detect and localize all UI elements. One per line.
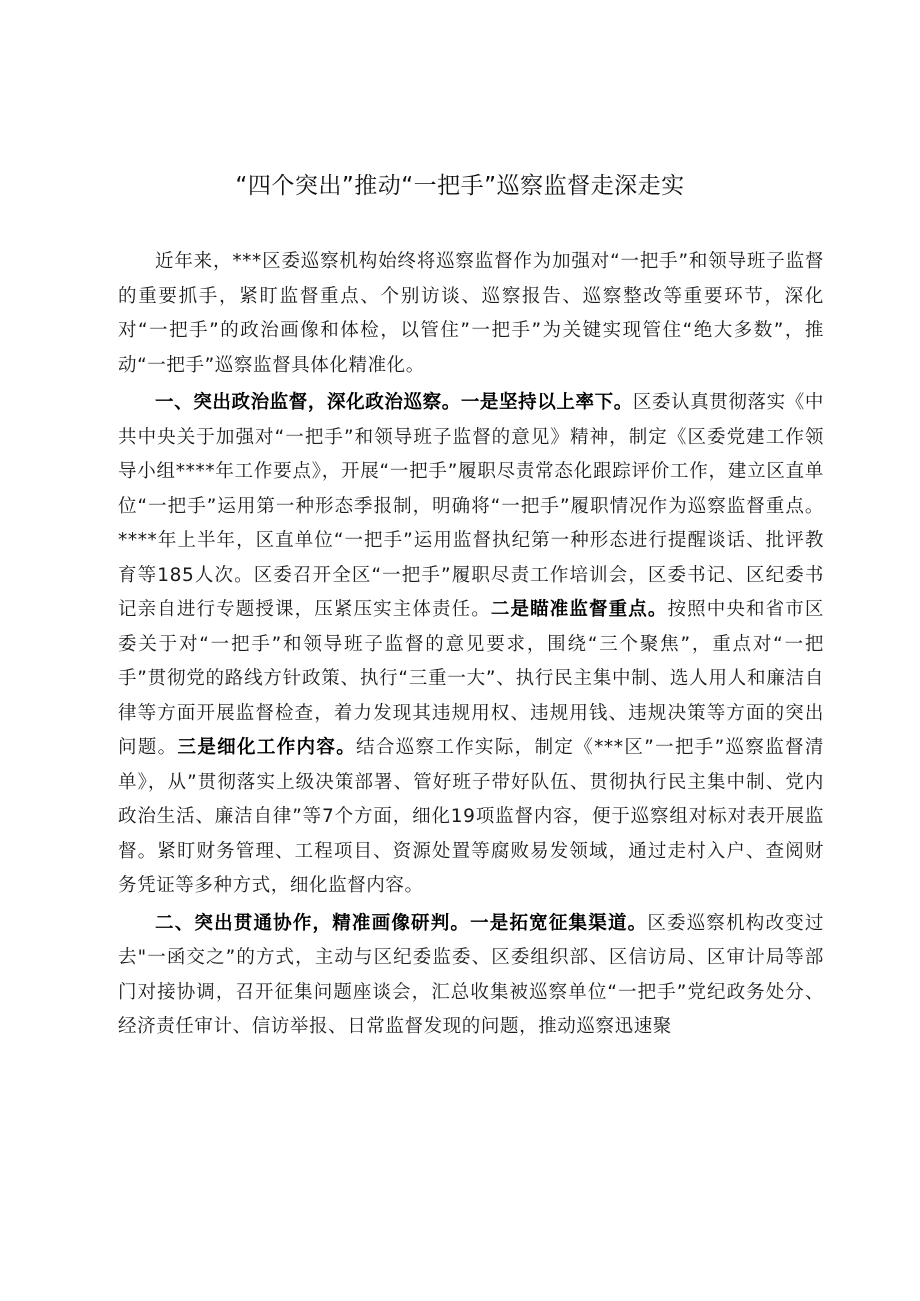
section-heading: 一、突出政治监督，深化政治巡察。一是坚持以上率下。	[155, 392, 633, 413]
paragraph-text: 区委认真贯彻落实《中共中央关于加强对“一把手”和领导班子监督的意见》精神，制定《区委党建工作领导小组****年工作要点》，开展“一把手”履职尽责常态化跟踪评价工作，建立区直单位“一把手”运用第一种形态季报制，明确将“一把手”履职情况作为巡察监督重点。****年上半年，区直单位“一把手”运用监督执纪第一种形态进行提醒谈话、批评教育等185人次。区委召开全区“一把手”履职尽责工作培训会，区委书记、区纪委书记亲自进行专题授课，压紧压实主体责任。	[118, 392, 824, 620]
subsection-heading: 二是瞄准监督重点。	[490, 599, 668, 620]
paragraph-section-1	[118, 386, 824, 904]
document-body	[118, 245, 824, 1048]
document-title: “四个突出”推动“一把手”巡察监督走深走实	[235, 173, 685, 199]
paragraph-text: 近年来，***区委巡察机构始终将巡察监督作为加强对“一把手”和领导班子监督的重要抓手，紧盯监督重点、个别访谈、巡察报告、巡察整改等重要环节，深化对“一把手”的政治画像和体检，以管住”一把手”为关键实现管住“绝大多数”，推动“一把手”巡察监督具体化精准化。	[118, 251, 824, 376]
paragraph-text: 结合巡察工作实际，制定《***区”一把手”巡察监督清单》，从”贯彻落实上级决策部署、管好班子带好队伍、贯彻执行民主集中制、党内政治生活、廉洁自律”等7个方面，细化19项监督内容，便于巡察组对标对表开展监督。紧盯财务管理、工程项目、资源处置等腐败易发领域，通过走村入户、查阅财务凭证等多种方式，细化监督内容。	[118, 737, 824, 896]
paragraph-text: 按照中央和省市区委关于对“一把手”和领导班子监督的意见要求，围绕“三个聚焦”，重点对“一把手”贯彻党的路线方针政策、执行“三重一大”、执行民主集中制、选人用人和廉洁自律等方面开展监督检查，着力发现其违规用权、违规用钱、违规决策等方面的突出问题。	[118, 599, 825, 758]
paragraph-intro	[118, 245, 824, 383]
paragraph-text: 区委巡察机构改变过去"一函交之”的方式，主动与区纪委监委、区委组织部、区信访局、区审计局等部门对接协调，召开征集问题座谈会，汇总收集被巡察单位“一把手”党纪政务处分、经济责任审计、信访举报、日常监督发现的问题，推动巡察迅速聚	[118, 912, 824, 1037]
section-heading: 二、突出贯通协作，精准画像研判。一是拓宽征集渠道。	[155, 912, 648, 934]
subsection-heading: 三是细化工作内容。	[177, 737, 357, 758]
paragraph-section-2	[118, 907, 824, 1045]
